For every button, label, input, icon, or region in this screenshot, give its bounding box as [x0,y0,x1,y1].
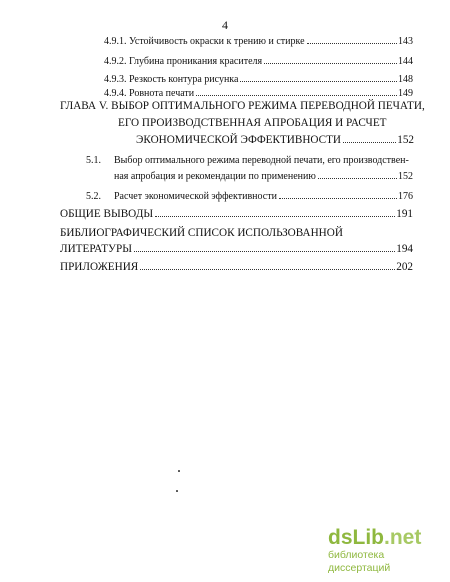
toc-entry-page: 148 [398,74,413,85]
toc-conclusions [60,208,413,220]
toc-entry-text: 4.9.1. Устойчивость окраски к трению и стирке [104,36,305,47]
watermark-logo-tld: .net [384,526,422,549]
toc-entry-text: ЭКОНОМИЧЕСКОЙ ЭФФЕКТИВНОСТИ [136,134,341,146]
scan-speck [178,470,180,472]
toc-entry-text: 4.9.4. Ровнота печати [104,88,195,99]
toc-entry-text: ная апробация и рекомендации по применению [114,171,316,182]
toc-entry-page: 144 [398,56,413,67]
scan-speck [176,490,178,492]
chapter-5-title-line-3 [136,134,414,146]
chapter-5-title-line-1: ГЛАВА V. ВЫБОР ОПТИМАЛЬНОГО РЕЖИМА ПЕРЕВОДНОЙ ПЕЧАТИ, [60,100,425,112]
toc-entry-4-9-1 [104,36,413,47]
watermark [328,527,438,575]
page-number: 4 [222,18,228,32]
section-5-1-line-2 [114,171,413,182]
toc-leader [140,268,395,270]
toc-leader [318,177,397,179]
watermark-logo-main: dsLib [328,526,384,549]
toc-leader [134,250,395,252]
toc-entry-page: 194 [396,243,413,255]
toc-entry-4-9-3 [104,74,413,85]
toc-entry-4-9-4 [104,88,413,99]
toc-entry-page: 152 [398,171,413,182]
section-5-1-line-1: Выбор оптимального режима переводной печати, его производствен- [114,155,409,166]
section-5-2-number: 5.2. [86,191,101,202]
toc-entry-page: 149 [398,88,413,99]
watermark-logo [328,527,438,549]
toc-bibliography-line-1: БИБЛИОГРАФИЧЕСКИЙ СПИСОК ИСПОЛЬЗОВАННОЙ [60,227,343,239]
toc-leader [307,42,397,44]
toc-entry-text: 4.9.3. Резкость контура рисунка [104,74,239,85]
toc-entry-page: 202 [396,261,413,273]
toc-leader [196,94,397,96]
toc-entry-page: 191 [396,208,413,220]
toc-leader [343,141,396,143]
toc-entry-4-9-2 [104,56,413,67]
toc-entry-text: 4.9.2. Глубина проникания красителя [104,56,263,67]
section-5-1-number: 5.1. [86,155,101,166]
toc-entry-text: ОБЩИЕ ВЫВОДЫ [60,208,154,220]
toc-leader [240,80,397,82]
toc-leader [264,62,397,64]
chapter-5-title-line-2: ЕГО ПРОИЗВОДСТВЕННАЯ АПРОБАЦИЯ И РАСЧЕТ [118,117,387,129]
toc-entry-text: ПРИЛОЖЕНИЯ [60,261,139,273]
toc-appendices [60,261,413,273]
toc-entry-text: Расчет экономической эффективности [114,191,277,202]
toc-leader [155,215,395,217]
section-5-2-entry [114,191,413,202]
toc-entry-page: 176 [398,191,413,202]
toc-bibliography-line-2 [60,243,413,255]
toc-entry-page: 152 [397,134,414,146]
toc-entry-text: ЛИТЕРАТУРЫ [60,243,132,255]
toc-leader [279,197,397,199]
watermark-subtitle: библиотека диссертаций [328,549,391,574]
toc-entry-page: 143 [398,36,413,47]
